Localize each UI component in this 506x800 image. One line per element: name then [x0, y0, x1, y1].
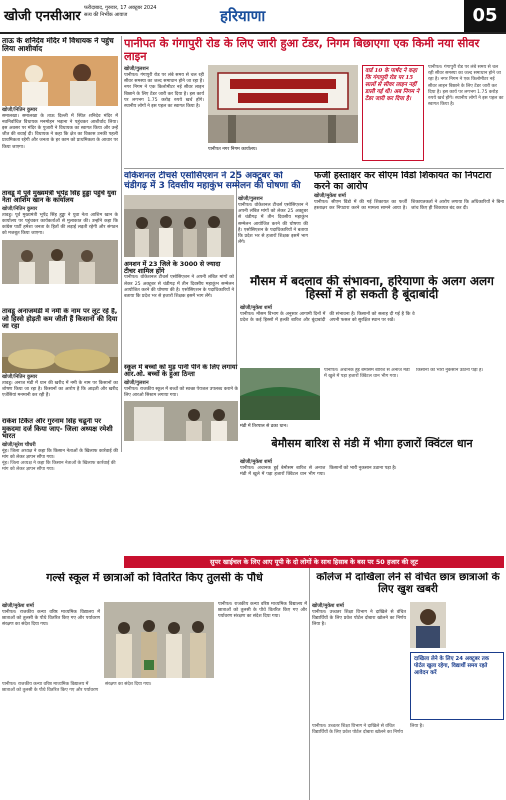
- story-body: नूंह। जिला अध्यक्ष ने कहा कि किसान नेताओं के खिलाफ कार्रवाई की मांग को लेकर ज्ञापन सौंपा गया।: [2, 448, 118, 461]
- section-rule: [124, 168, 504, 169]
- story-body-bottom: पानीपत। राजकीय कन्या वरिष्ठ माध्यमिक विद्यालय में छात्राओं को तुलसी के पौधे वितरित किए गए और पर्यावरण संरक्षण का संदेश दिया गया।: [2, 682, 152, 694]
- pull-quote: वार्ड 10 के पार्षद ने कहा कि गंगापुरी रोड पर 15 सालों से सीवर लाइन नहीं डाली गई थी। अब निगम ने टेंडर जारी कर दिया है।: [362, 65, 424, 161]
- byline: खोजी/मुकेश शर्मा: [240, 304, 272, 311]
- story-body: पानीपत। अचानक हुई बेमौसम बारिश से अनाज मंडी में खुले में पड़ा हजारों क्विंटल धान भीग गया। किसानों को भारी नुकसान उठाना पड़ा है।: [240, 466, 397, 478]
- story-sewer-tender: [124, 37, 504, 167]
- story-photo: [124, 401, 238, 441]
- date-line: फरीदाबाद, गुरुवार, 17 अक्टूबर 2024 सत्य की निर्भीक आवाज: [84, 5, 157, 18]
- story-rain-paddy: [240, 368, 504, 550]
- headline: स्कूल में बच्चों को मुड़ पानी पीने के लिए लगाया आर.ओ. बच्चों के हुआ ठिन्ता: [124, 364, 238, 379]
- story-photo: [2, 56, 118, 106]
- byline: खोजी/गुलशन: [124, 66, 149, 72]
- story-body-continued: नूंह। जिला अध्यक्ष ने कहा कि किसान नेताओं के खिलाफ कार्रवाई की मांग को लेकर ज्ञापन सौंपा गया।: [2, 461, 116, 473]
- story-tulsi-plants: [2, 572, 307, 798]
- news-banner: सुपर खाईचल के लिए आए यूपी के दो लोगों के साथ हिसाब के बस पर 50 हजार की लूट: [124, 556, 504, 568]
- masthead: [0, 0, 506, 34]
- headline: वोकेशनल टीचर्स एसोसिएशन ने 25 अक्टूबर को चंडीगढ़ में 3 दिवसीय महाकुंभ सम्मेलन की घोषणा की: [124, 171, 301, 192]
- byline: खोजी/सुरेश चौधरी: [2, 441, 36, 448]
- byline: खोजी/नितिन कुमार: [2, 205, 38, 212]
- byline: खोजी/गुलशन: [124, 379, 149, 386]
- story-photo: [240, 368, 320, 420]
- byline: खोजी/मुकेश शर्मा: [314, 193, 346, 200]
- story-tikait-case: [2, 418, 118, 552]
- byline: खोजी/मुकेश शर्मा: [2, 603, 34, 609]
- story-photo: [2, 240, 118, 284]
- newspaper-name: खोजी एनसीआर: [4, 9, 81, 24]
- story-body-bottom: पानीपत। उच्चतर शिक्षा विभाग ने दाखिले से वंचित विद्यार्थियों के लिए प्रवेश पोर्टल दोबारा खोलने का निर्णय लिया है।: [312, 724, 424, 736]
- photo-caption: मंडी में तिरपाल से ढका धान।: [240, 424, 288, 429]
- portrait-photo: [410, 602, 446, 648]
- story-body: तावडू। पूर्व मुख्यमंत्री भूपेंद्र सिंह हुड्डा ने युवा नेता आशिम खान के कार्यालय पर पहुंचकर कार्यकर्ताओं से मुलाकात की। उन्होंने कहा कि कांग्रेस पार्टी हमेशा जनता के हितों की लड़ाई लड़ती रहेगी और संगठन को मजबूत किया जाएगा।: [2, 212, 118, 237]
- photo-caption: पानीपत नगर निगम कार्यालय।: [208, 147, 258, 152]
- page-number: 05: [464, 0, 506, 32]
- story-body-continued: पानीपत। गंगापुरी रोड पर लंबे समय से चल रही सीवर समस्या का जल्द समाधान होने जा रहा है। नगर निगम ने एक किलोमीटर नई सीवर लाइन बिछाने के लिए टेंडर जारी कर दिया है। इस कार्य पर लगभग 1.75 करोड़ रुपये खर्च होंगे। स्थानीय लोगों ने इस पहल का स्वागत किया है।: [428, 65, 504, 108]
- story-photo: [124, 195, 234, 257]
- byline: खोजी/मुकेश शर्मा: [240, 459, 272, 465]
- story-body-continued: पानीपत। वोकेशनल टीचर्स एसोसिएशन ने अपनी लंबित मांगों को लेकर 25 अक्टूबर से चंडीगढ़ में तीन दिवसीय महाकुंभ सम्मेलन आयोजित करने की घोषणा की है। एसोसिएशन के पदाधिकारियों ने बताया कि प्रदेश भर से हजारों शिक्षक इसमें भाग लेंगे।: [124, 275, 234, 299]
- story-grain-market: [2, 308, 118, 414]
- headline: पानीपत के गंगापुरी रोड के लिए जारी हुआ टेंडर, निगम बिछाएगा एक किमी नया सीवर लाइन: [124, 37, 480, 63]
- story-body: पानीपत। राजकीय स्कूल में बच्चों को स्वच्छ पेयजल उपलब्ध कराने के लिए आरओ सिस्टम लगाया गया।: [124, 386, 238, 398]
- byline: खोजी/नितिन कुमार: [2, 373, 38, 380]
- story-photo: [208, 65, 358, 143]
- headline: मौसम में बदलाव की संभावना, हरियाणा के अलग अलग हिस्सों में हो सकती है बूंदाबांदी: [250, 275, 494, 302]
- byline: खोजी/गुलशन: [238, 196, 263, 202]
- column-rule: [309, 555, 310, 800]
- story-shani-temple: [2, 37, 118, 187]
- story-photo: [104, 602, 214, 678]
- column-rule: [121, 36, 122, 452]
- story-school-ro: [124, 364, 238, 554]
- headline: कॉलेज में दाखिला लेने से वंचित छात्र छात्राओं के लिए खुश खबरी: [316, 572, 500, 595]
- story-body: पानीपत। सीएम विंडो में की गई शिकायत का फर्जी हस्ताक्षर कर निपटारा करने का मामला सामने आया है। शिकायतकर्ता ने आरोप लगाया कि अधिकारियों ने बिना जांच किए ही शिकायत बंद कर दी।: [314, 200, 504, 212]
- story-body: पानीपत। वोकेशनल टीचर्स एसोसिएशन ने अपनी लंबित मांगों को लेकर 25 अक्टूबर से चंडीगढ़ में तीन दिवसीय महाकुंभ सम्मेलन आयोजित करने की घोषणा की है। एसोसिएशन के पदाधिकारियों ने बताया कि प्रदेश भर से हजारों शिक्षक इसमें भाग लेंगे।: [238, 203, 308, 246]
- story-college-admission: [312, 572, 504, 798]
- subheadline: अनशन में 23 जिले के 3000 से ज्यादा टीचर शामिल होंगे: [124, 260, 221, 276]
- story-cm-window: [314, 171, 504, 271]
- story-body: तावडू। अनाज मंडी में धान की खरीद में नमी के नाम पर किसानों का शोषण किया जा रहा है। किसानों का आरोप है कि आढ़ती और खरीद एजेंसियां मनमानी कर रही हैं।: [2, 380, 118, 399]
- byline: खोजी/नितिन कुमार: [2, 106, 38, 113]
- headline: तावडू अनाजमंडी में नमी के नाम पर लूट रहे हैं, जो हिस्से होड़ती कम जीती हैं किसानों की दिया जा रहा: [2, 308, 118, 331]
- headline: बेमौसम बारिश से मंडी में भीगा हजारों क्विंटल धान: [271, 437, 473, 450]
- headline: गर्ल्स स्कूल में छात्राओं को वितरित किए तुलसी के पौधे: [46, 572, 263, 584]
- headline: फर्जी हस्ताक्षर कर सीएम विंडो शिकायत का निपटारा करने का आरोप: [314, 171, 492, 192]
- story-body: पानीपत। गंगापुरी रोड पर लंबे समय से चल रही सीवर समस्या का जल्द समाधान होने जा रहा है। नगर निगम ने एक किलोमीटर नई सीवर लाइन बिछाने के लिए टेंडर जारी कर दिया है। इस कार्य पर लगभग 1.75 करोड़ रुपये खर्च होंगे। स्थानीय लोगों ने इस पहल का स्वागत किया है।: [124, 73, 204, 110]
- byline: खोजी/मुकेश शर्मा: [312, 603, 344, 609]
- story-body: पानीपत। उच्चतर शिक्षा विभाग ने दाखिले से वंचित विद्यार्थियों के लिए प्रवेश पोर्टल दोबारा खोलने का निर्णय लिया है।: [312, 610, 406, 628]
- headline: राकेश टिकैत और गुरनाम सिंह चढूनी पर मुकदमा दर्ज किया जाए- जिला अध्यक्ष रमेशी भारत: [2, 418, 113, 441]
- story-body: पानीपत। मौसम विभाग के अनुसार आगामी दिनों में प्रदेश के कई हिस्सों में हल्की बारिश और बूंदाबांदी की संभावना है। किसानों को सलाह दी गई है कि वे अपनी फसल को सुरक्षित स्थान पर रखें।: [240, 311, 415, 324]
- story-body-continued: पानीपत। राजकीय कन्या वरिष्ठ माध्यमिक विद्यालय में छात्राओं को तुलसी के पौधे वितरित किए गए और पर्यावरण संरक्षण का संदेश दिया गया।: [218, 602, 307, 620]
- story-weather: [240, 275, 504, 365]
- story-body: समालखा। समालखा के ताऊ दिल्ली में स्थित शनिदेव मंदिर में नवनिर्वाचित विधायक मनमोहन भड़ाना ने पहुंचकर आशीर्वाद लिया। इस अवसर पर मंदिर के पुजारी ने विधायक का स्वागत किया और उन्हें जीत की बधाई दी। विधायक ने कहा कि क्षेत्र का विकास उनकी पहली प्राथमिकता रहेगी और जनता के हर काम को प्राथमिकता के आधार पर किया जाएगा।: [2, 113, 118, 150]
- story-hooda-visit: [2, 190, 118, 305]
- story-body-top: पानीपत। अचानक हुई बेमौसम बारिश से अनाज मंडी में खुले में पड़ा हजारों क्विंटल धान भीग गया। किसानों को भारी नुकसान उठाना पड़ा है।: [324, 368, 484, 380]
- story-body: पानीपत। राजकीय कन्या वरिष्ठ माध्यमिक विद्यालय में छात्राओं को तुलसी के पौधे वितरित किए गए और पर्यावरण संरक्षण का संदेश दिया गया।: [2, 610, 100, 628]
- section-title: हरियाणा: [220, 7, 266, 25]
- info-box: दाखिला लेने के लिए 24 अक्टूबर तक पोर्टल खुला रहेगा, विद्यार्थी समय रहते आवेदन करें: [410, 652, 504, 720]
- story-photo: [2, 333, 118, 373]
- headline: ताऊ के शनिदेव मंदिर में विधायक ने पहुंच लिया आशीर्वाद: [2, 37, 114, 54]
- headline: तावडू में पूर्व मुख्यमंत्री भूपेंद्र सिंह हुड्डा पहुंचे युवा नेता आशिम खान के कार्यालय: [2, 190, 117, 205]
